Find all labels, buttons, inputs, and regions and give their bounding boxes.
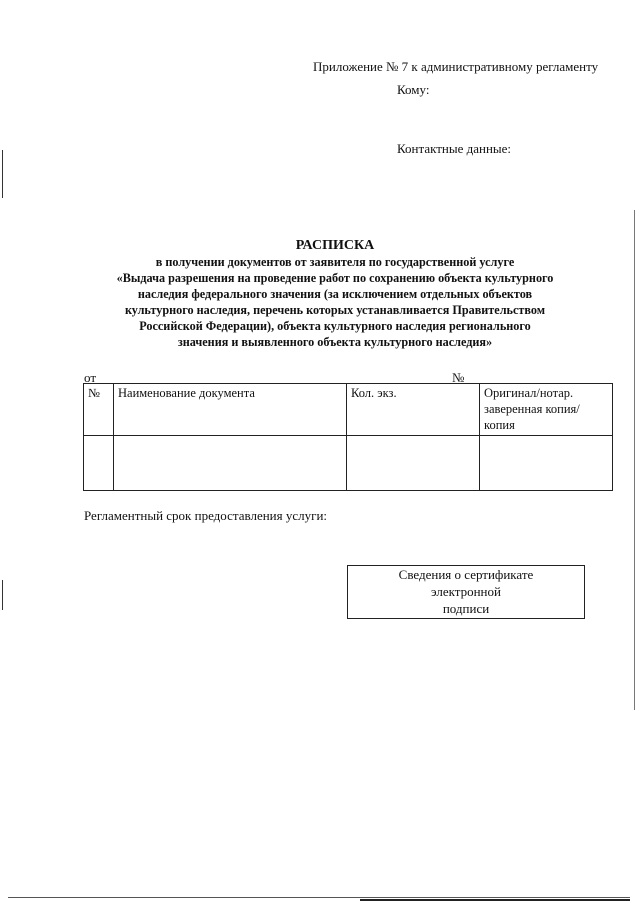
table-cell[interactable]	[114, 436, 347, 491]
service-term-label: Регламентный срок предоставления услуги:	[84, 508, 328, 523]
table-cell[interactable]	[84, 436, 114, 491]
title-line: культурного наследия, перечень которых устанавливается Правительством	[124, 303, 546, 317]
column-header-number: №	[84, 384, 114, 436]
scan-bottom-edge	[8, 897, 630, 898]
recipient-label: Кому:	[397, 82, 430, 97]
annex-reference: Приложение № 7 к административному регламенту	[313, 59, 599, 74]
table-cell[interactable]	[347, 436, 480, 491]
certificate-line: электронной	[431, 584, 501, 599]
title-line: в получении документов от заявителя по государственной услуге	[155, 255, 515, 269]
scan-edge-mark	[634, 210, 635, 710]
title-line: значения и выявленного объекта культурного наследия»	[177, 335, 493, 349]
signature-certificate-box	[347, 565, 585, 619]
certificate-line: подписи	[442, 601, 490, 616]
from-label: от	[84, 370, 97, 385]
table-cell[interactable]	[480, 436, 613, 491]
column-header-original-copy: Оригинал/нотар. заверенная копия/копия	[480, 384, 613, 436]
column-header-copies: Кол. экз.	[347, 384, 480, 436]
certificate-line: Сведения о сертификате	[398, 567, 534, 582]
receipt-title-block	[70, 237, 600, 350]
table-header-row	[84, 384, 613, 436]
title-line: наследия федерального значения (за исключением отдельных объектов	[137, 287, 533, 301]
title-line: Российской Федерации), объекта культурного наследия регионального	[139, 319, 531, 333]
title-line: «Выдача разрешения на проведение работ по сохранению объекта культурного	[116, 271, 554, 285]
column-header-document-name: Наименование документа	[114, 384, 347, 436]
scan-edge-mark	[2, 150, 3, 198]
scan-bottom-edge	[360, 899, 630, 901]
contact-data-label: Контактные данные:	[397, 141, 512, 156]
document-title: РАСПИСКА	[295, 238, 375, 253]
number-label: №	[452, 370, 465, 385]
scan-edge-mark	[2, 580, 3, 610]
table-row	[84, 436, 613, 491]
documents-table	[83, 383, 613, 491]
